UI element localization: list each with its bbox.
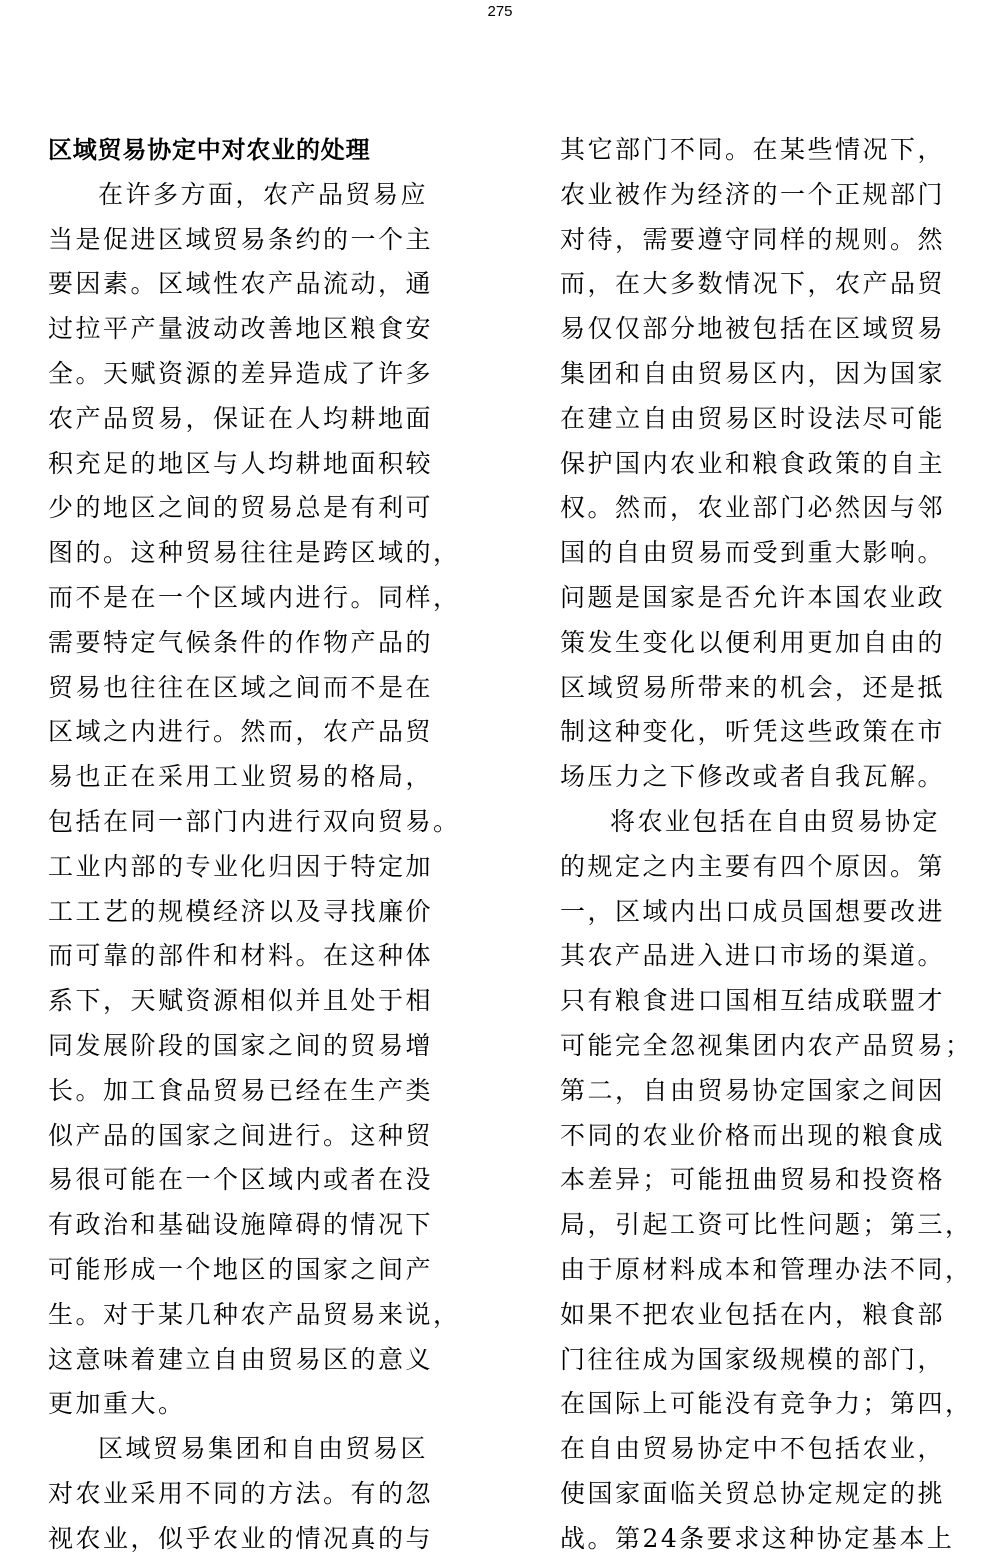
text-line: 门往往成为国家级规模的部门， <box>560 1344 946 1374</box>
text-line: 要因素。区域性农产品流动，通 <box>48 269 434 299</box>
text-line: 少的地区之间的贸易总是有利可 <box>48 493 434 523</box>
text-line: 可能形成一个地区的国家之间产 <box>48 1254 434 1284</box>
text-line: 农产品贸易，保证在人均耕地面 <box>48 403 434 433</box>
text-line: 需要特定气候条件的作物产品的 <box>48 627 434 657</box>
text-line: 在许多方面，农产品贸易应 <box>98 179 429 209</box>
text-line: 使国家面临关贸总协定规定的挑 <box>560 1478 946 1508</box>
text-line: 图的。这种贸易往往是跨区域的， <box>48 538 461 568</box>
text-line: 将农业包括在自由贸易协定 <box>610 806 941 836</box>
text-line: 在国际上可能没有竞争力；第四， <box>560 1389 973 1419</box>
text-line: 集团和自由贸易区内，因为国家 <box>560 358 946 388</box>
text-line: 长。加工食品贸易已经在生产类 <box>48 1075 434 1105</box>
text-line: 而可靠的部件和材料。在这种体 <box>48 941 434 971</box>
text-line: 系下，天赋资源相似并且处于相 <box>48 986 434 1016</box>
text-line: 由于原材料成本和管理办法不同， <box>560 1254 973 1284</box>
text-line: 问题是国家是否允许本国农业政 <box>560 582 946 612</box>
text-line: 区域贸易集团和自由贸易区 <box>98 1434 429 1464</box>
text-line: 当是促进区域贸易条约的一个主 <box>48 224 434 254</box>
text-line: 对农业采用不同的方法。有的忽 <box>48 1478 434 1508</box>
text-line: 易很可能在一个区域内或者在没 <box>48 1165 434 1195</box>
text-line: 工工艺的规模经济以及寻找廉价 <box>48 896 434 926</box>
text-line: 有政治和基础设施障碍的情况下 <box>48 1210 434 1240</box>
text-line: 可能完全忽视集团内农产品贸易； <box>560 1030 973 1060</box>
text-line: 一，区域内出口成员国想要改进 <box>560 896 946 926</box>
text-line: 区域贸易所带来的机会，还是抵 <box>560 672 946 702</box>
text-line: 视农业，似乎农业的情况真的与 <box>48 1523 434 1553</box>
text-line: 保护国内农业和粮食政策的自主 <box>560 448 946 478</box>
text-line: 过拉平产量波动改善地区粮食安 <box>48 314 434 344</box>
text-line: 策发生变化以便利用更加自由的 <box>560 627 946 657</box>
page-number: 275 <box>487 3 513 20</box>
text-line: 其农产品进入进口市场的渠道。 <box>560 941 946 971</box>
text-line: 农业被作为经济的一个正规部门 <box>560 179 946 209</box>
text-line: 局，引起工资可比性问题；第三， <box>560 1210 973 1240</box>
text-line: 这意味着建立自由贸易区的意义 <box>48 1344 434 1374</box>
text-line: 同发展阶段的国家之间的贸易增 <box>48 1030 434 1060</box>
text-line: 制这种变化，听凭这些政策在市 <box>560 717 946 747</box>
text-line: 易仅仅部分地被包括在区域贸易 <box>560 314 946 344</box>
text-line: 包括在同一部门内进行双向贸易。 <box>48 806 461 836</box>
text-line: 的规定之内主要有四个原因。第 <box>560 851 946 881</box>
text-line: 似产品的国家之间进行。这种贸 <box>48 1120 434 1150</box>
text-line: 而不是在一个区域内进行。同样， <box>48 582 461 612</box>
text-line: 贸易也往往在区域之间而不是在 <box>48 672 434 702</box>
text-line: 对待，需要遵守同样的规则。然 <box>560 224 946 254</box>
text-line: 只有粮食进口国相互结成联盟才 <box>560 986 946 1016</box>
left-text-column <box>48 128 478 1562</box>
text-line: 在自由贸易协定中不包括农业， <box>560 1434 946 1464</box>
text-line: 更加重大。 <box>48 1389 186 1419</box>
text-line: 积充足的地区与人均耕地面积较 <box>48 448 434 478</box>
text-line: 工业内部的专业化归因于特定加 <box>48 851 434 881</box>
text-line: 不同的农业价格而出现的粮食成 <box>560 1120 946 1150</box>
text-line: 本差异；可能扭曲贸易和投资格 <box>560 1165 946 1195</box>
text-line: 权。然而，农业部门必然因与邻 <box>560 493 946 523</box>
section-heading: 区域贸易协定中对农业的处理 <box>48 136 371 164</box>
text-line: 场压力之下修改或者自我瓦解。 <box>560 762 946 792</box>
right-text-column <box>560 128 980 1562</box>
text-line: 如果不把农业包括在内，粮食部 <box>560 1299 946 1329</box>
text-line: 区域之内进行。然而，农产品贸 <box>48 717 434 747</box>
text-line: 易也正在采用工业贸易的格局， <box>48 762 434 792</box>
text-line: 国的自由贸易而受到重大影响。 <box>560 538 946 568</box>
text-line: 第二，自由贸易协定国家之间因 <box>560 1075 946 1105</box>
text-line: 生。对于某几种农产品贸易来说， <box>48 1299 461 1329</box>
text-line: 在建立自由贸易区时设法尽可能 <box>560 403 946 433</box>
text-line: 战。第24条要求这种协定基本上 <box>560 1523 955 1553</box>
text-line: 全。天赋资源的差异造成了许多 <box>48 358 434 388</box>
text-line: 而，在大多数情况下，农产品贸 <box>560 269 946 299</box>
text-line: 其它部门不同。在某些情况下， <box>560 135 946 164</box>
